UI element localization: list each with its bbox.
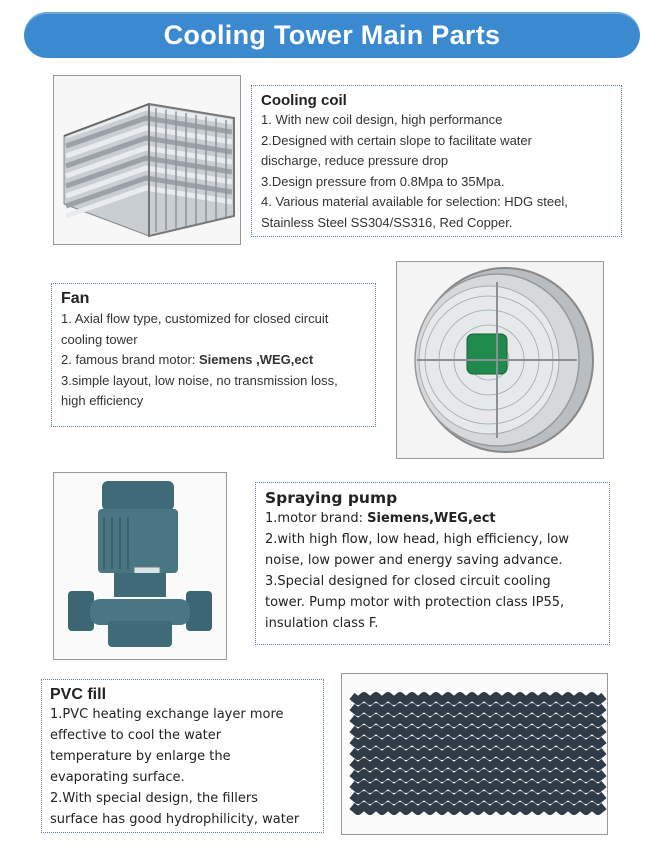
section-text: [50, 704, 315, 830]
spraying-pump-card: [255, 482, 610, 645]
text-line: [50, 788, 315, 809]
axial-fan-illustration: [397, 262, 603, 458]
brand-text: Siemens,WEG,ect: [367, 511, 496, 526]
pvc-fill-photo: [341, 673, 608, 835]
text-run: effective to cool the water: [50, 728, 222, 743]
text-line: [61, 350, 366, 371]
section-title: Spraying pump: [265, 489, 398, 507]
section-title: Cooling coil: [261, 92, 347, 109]
text-run: temperature by enlarge the: [50, 749, 231, 764]
text-line: [50, 767, 315, 788]
text-run: 1.PVC heating exchange layer more: [50, 707, 284, 722]
spraying-pump-photo: [53, 472, 227, 660]
text-run: 3.Special designed for closed circuit cooling: [265, 574, 551, 589]
text-line: [261, 172, 612, 193]
section-text: [61, 309, 366, 412]
text-line: [261, 151, 612, 172]
section-title: PVC fill: [50, 686, 107, 703]
text-run: discharge, reduce pressure drop: [261, 153, 449, 168]
text-line: [61, 371, 366, 392]
brand-text: Siemens ,WEG,ect: [199, 352, 314, 367]
cooling-coil-illustration: [54, 76, 240, 244]
section-text: [261, 110, 612, 233]
text-run: insulation class F.: [265, 616, 379, 631]
text-run: 1. With new coil design, high performance: [261, 112, 503, 127]
text-run: 3.Design pressure from 0.8Mpa to 35Mpa.: [261, 173, 505, 189]
text-run: high efficiency: [61, 393, 144, 408]
text-run: 1. Axial flow type, customized for closed circuit: [61, 311, 329, 326]
text-line: [265, 613, 600, 634]
text-line: [261, 213, 612, 234]
page-title: Cooling Tower Main Parts: [163, 20, 501, 50]
text-line: [50, 725, 315, 746]
text-run: evaporating surface.: [50, 770, 185, 785]
text-line: [261, 110, 612, 131]
text-line: [61, 330, 366, 351]
text-line: [265, 550, 600, 571]
spraying-pump-illustration: [54, 473, 226, 659]
text-line: [61, 391, 366, 412]
text-run: 2.Designed with certain slope to facilitate water: [261, 132, 532, 148]
text-line: [261, 131, 612, 152]
pvc-fill-illustration: [342, 674, 607, 834]
fan-card: [51, 283, 376, 427]
title-banner: [24, 12, 640, 58]
text-line: [265, 592, 600, 613]
section-text: [265, 508, 600, 634]
text-line: [265, 571, 600, 592]
text-run: 2.With special design, the fillers: [50, 791, 258, 806]
text-run: 2.with high flow, low head, high efficiency, low: [265, 532, 570, 547]
text-run: tower. Pump motor with protection class IP55,: [265, 595, 565, 610]
text-line: [265, 508, 600, 529]
text-line: [50, 746, 315, 767]
section-title: Fan: [61, 290, 90, 307]
text-line: [261, 192, 612, 213]
text-run: surface has good hydrophilicity, water: [50, 812, 300, 827]
text-run: 2. famous brand motor:: [61, 352, 200, 367]
text-line: [50, 704, 315, 725]
text-run: 3.simple layout, low noise, no transmission loss,: [61, 372, 338, 388]
text-run: noise, low power and energy saving advance.: [265, 553, 563, 568]
text-run: 1.motor brand:: [265, 511, 368, 526]
pvc-fill-card: [41, 679, 324, 833]
cooling-coil-photo: [53, 75, 241, 245]
cooling-coil-card: [251, 85, 622, 237]
axial-fan-photo: [396, 261, 604, 459]
text-run: cooling tower: [61, 331, 138, 347]
text-run: Stainless Steel SS304/SS316, Red Copper.: [261, 214, 513, 230]
text-line: [61, 309, 366, 330]
text-line: [265, 529, 600, 550]
text-line: [50, 809, 315, 830]
text-run: 4. Various material available for selection: HDG steel,: [261, 194, 568, 209]
